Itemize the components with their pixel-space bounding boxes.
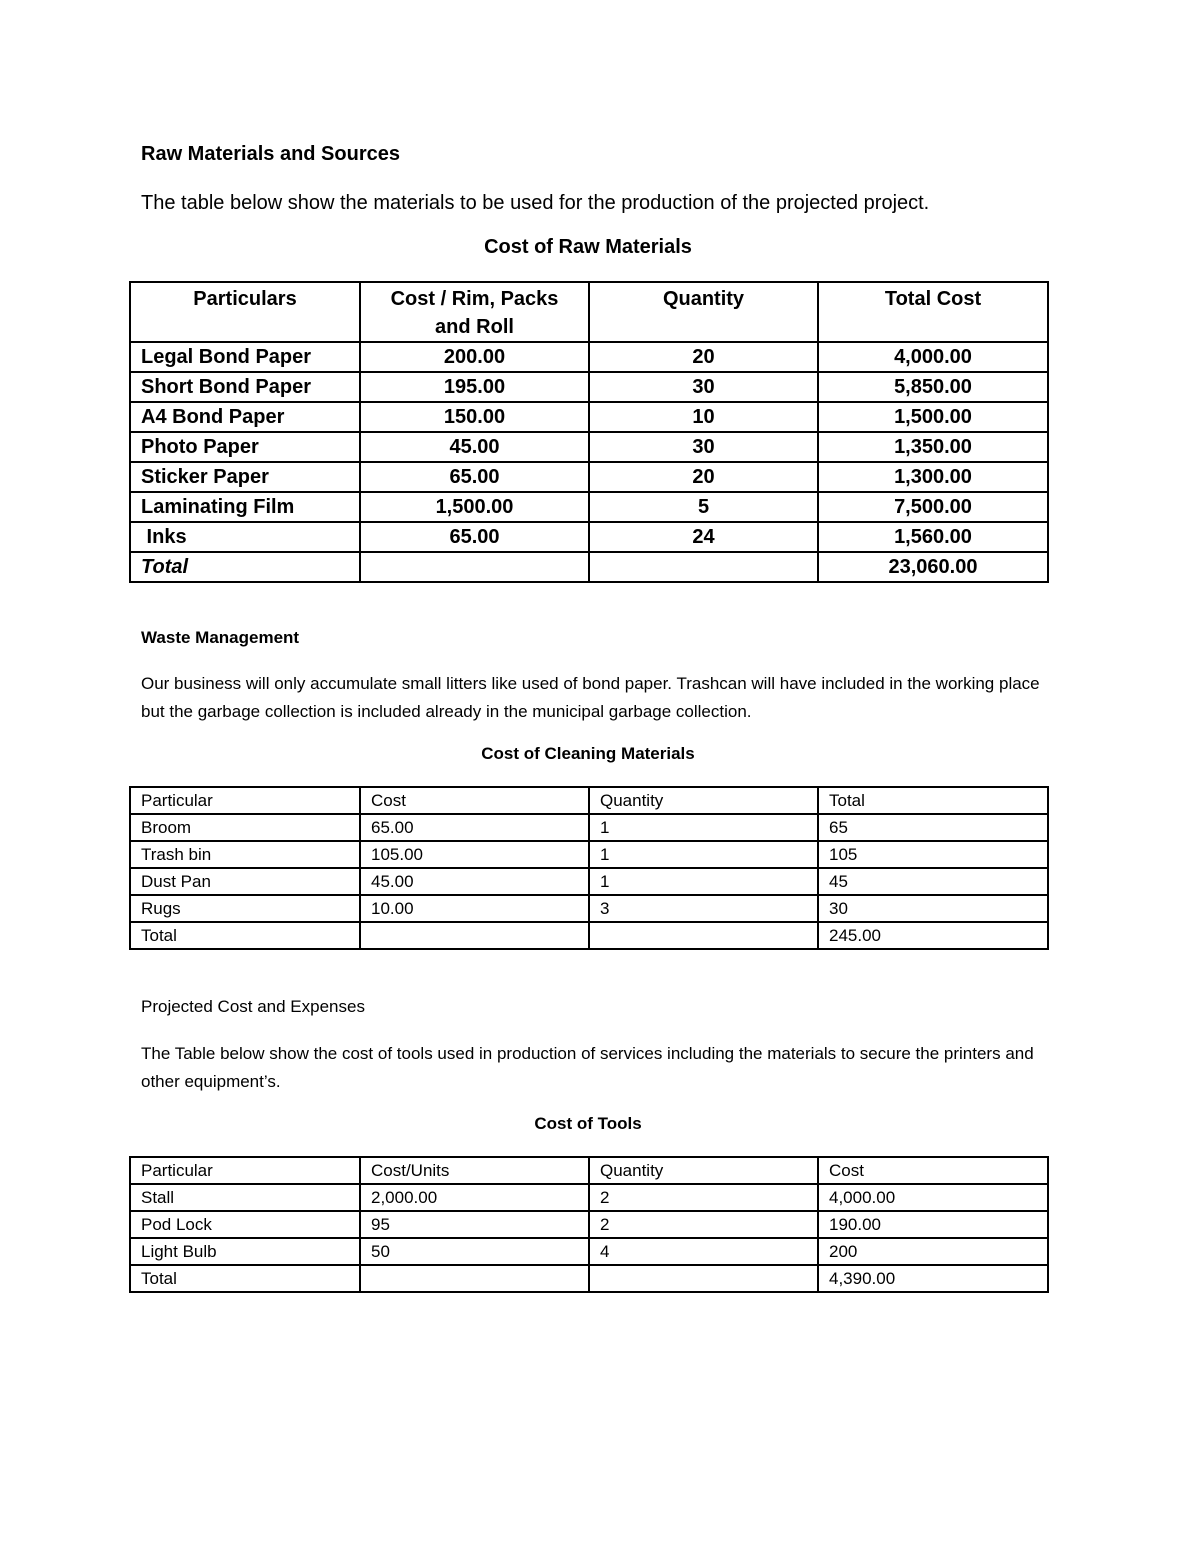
table-cell: 1 [589,841,818,868]
table-cell: 1,500.00 [818,402,1048,432]
table-cell: 105 [818,841,1048,868]
waste-management-body: Our business will only accumulate small litters like used of bond paper. Trashcan will have included in the working place but the garbage collection is included already in the municipal garbage collection. [141,674,1040,721]
projected-cost-body: The Table below show the cost of tools used in production of services including the materials to secure the printers and other equipment’s. [141,1044,1034,1091]
table-cell: Legal Bond Paper [130,342,360,372]
total-label: Total [130,552,360,582]
table-cell: 4,000.00 [818,1184,1048,1211]
table-cell: Rugs [130,895,360,922]
header-cell: Quantity [589,1157,818,1184]
table-row [130,895,1048,922]
table-cell: 200 [818,1238,1048,1265]
table-total-row [130,552,1048,582]
table-cell: 1,300.00 [818,462,1048,492]
total-label: Total [130,1265,360,1292]
table-cell: 30 [818,895,1048,922]
table-row [130,841,1048,868]
total-value: 245.00 [818,922,1048,949]
table-cell: 1,350.00 [818,432,1048,462]
table-row [130,1238,1048,1265]
table-cell: Dust Pan [130,868,360,895]
header-cell: Particular [130,1157,360,1184]
table-cell: 1 [589,868,818,895]
table-row [130,372,1048,402]
table-header-row [130,282,1048,342]
header-cell: Total Cost [818,282,1048,342]
table-row [130,402,1048,432]
table-cell: 5 [589,492,818,522]
section-heading-raw-materials: Raw Materials and Sources [141,143,400,165]
table-cell: 30 [589,372,818,402]
table-cell: 24 [589,522,818,552]
table-cell: 1 [589,814,818,841]
table-title-cleaning-materials: Cost of Cleaning Materials [481,744,695,763]
table-title-tools: Cost of Tools [534,1114,642,1133]
table-row [130,522,1048,552]
table-cell: 10.00 [360,895,589,922]
table-row [130,1184,1048,1211]
raw-materials-intro: The table below show the materials to be used for the production of the projected project. [141,192,930,214]
empty-cell [360,922,589,949]
total-value: 23,060.00 [818,552,1048,582]
table-header-row [130,1157,1048,1184]
header-cell: Particulars [130,282,360,342]
table-cell: Inks [130,522,360,552]
table-cell: 4 [589,1238,818,1265]
table-cell: 65.00 [360,814,589,841]
table-cell: 10 [589,402,818,432]
table-cell: 50 [360,1238,589,1265]
cleaning-materials-table [129,786,1049,950]
empty-cell [360,1265,589,1292]
table-cell: Sticker Paper [130,462,360,492]
table-cell: 195.00 [360,372,589,402]
table-cell: Photo Paper [130,432,360,462]
empty-cell [589,1265,818,1292]
table-cell: Broom [130,814,360,841]
table-cell: Short Bond Paper [130,372,360,402]
table-cell: 45.00 [360,868,589,895]
table-cell: 3 [589,895,818,922]
header-cell: Particular [130,787,360,814]
header-cell: Quantity [589,282,818,342]
section-heading-projected-cost: Projected Cost and Expenses [141,997,365,1016]
table-cell: A4 Bond Paper [130,402,360,432]
empty-cell [589,552,818,582]
empty-cell [360,552,589,582]
table-cell: 105.00 [360,841,589,868]
empty-cell [589,922,818,949]
table-cell: Pod Lock [130,1211,360,1238]
header-cell: Cost / Rim, Packs and Roll [360,282,589,342]
table-cell: Light Bulb [130,1238,360,1265]
table-title-raw-materials: Cost of Raw Materials [484,236,692,258]
table-cell: 65.00 [360,522,589,552]
header-cell: Cost [818,1157,1048,1184]
raw-materials-table [129,281,1049,583]
table-cell: 150.00 [360,402,589,432]
table-row [130,432,1048,462]
total-label: Total [130,922,360,949]
table-cell: 20 [589,342,818,372]
table-header-row [130,787,1048,814]
table-cell: 4,000.00 [818,342,1048,372]
table-total-row [130,922,1048,949]
header-cell: Quantity [589,787,818,814]
table-cell: Stall [130,1184,360,1211]
table-cell: Trash bin [130,841,360,868]
header-cell: Cost/Units [360,1157,589,1184]
table-row [130,814,1048,841]
table-cell: 5,850.00 [818,372,1048,402]
tools-table [129,1156,1049,1293]
table-row [130,462,1048,492]
table-cell: 95 [360,1211,589,1238]
table-cell: Laminating Film [130,492,360,522]
table-row [130,492,1048,522]
table-row [130,342,1048,372]
table-cell: 20 [589,462,818,492]
header-cell: Total [818,787,1048,814]
table-cell: 1,500.00 [360,492,589,522]
table-row [130,1211,1048,1238]
table-total-row [130,1265,1048,1292]
table-cell: 200.00 [360,342,589,372]
header-cell: Cost [360,787,589,814]
table-cell: 65.00 [360,462,589,492]
table-cell: 2,000.00 [360,1184,589,1211]
section-heading-waste-management: Waste Management [141,628,300,647]
table-row [130,868,1048,895]
table-cell: 7,500.00 [818,492,1048,522]
total-value: 4,390.00 [818,1265,1048,1292]
table-cell: 30 [589,432,818,462]
table-cell: 45 [818,868,1048,895]
table-cell: 2 [589,1211,818,1238]
table-cell: 1,560.00 [818,522,1048,552]
table-cell: 45.00 [360,432,589,462]
table-cell: 2 [589,1184,818,1211]
table-cell: 190.00 [818,1211,1048,1238]
table-cell: 65 [818,814,1048,841]
